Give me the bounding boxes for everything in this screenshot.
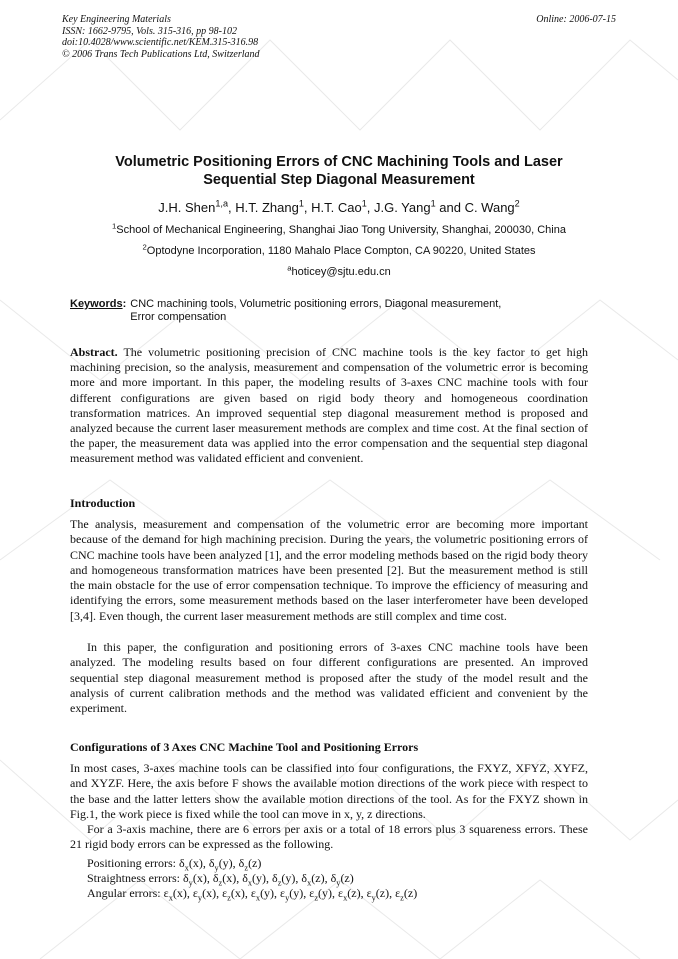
author-cao-affil: 1	[361, 198, 367, 209]
introduction-paragraph-2: In this paper, the configuration and positioning errors of 3-axes CNC machine tools have been analyzed. The modeling results based on four different configurations are presented. An improved sequential step diagonal measurement method is proposed after the study of the model result and the analysis of current calibration methods and the method was validated efficient and convenient by the experiment.	[70, 640, 588, 716]
affiliation-1-mark: 1	[112, 221, 117, 231]
abstract-text: The volumetric positioning precision of CNC machine tools is the key factor to get high machining precision, so the analysis, measurement and compensation of the volumetric error is becoming more and more important. In this paper, the modeling results of 3-axes CNC machine tools with four different configurations are given based on rigid body theory and homogeneous coordination transformation matrices. An improved sequential step diagonal measurement method is proposed and analyzed because the current laser measurement methods are complex and time cost. At the final section of the paper, the measurement data was applied into the error compensation and the sequential step diagonal measurement method was validated efficient and convenient.	[70, 345, 588, 466]
author-shen-affil: 1,a	[215, 198, 229, 209]
title-line-2: Sequential Step Diagonal Measurement	[203, 172, 475, 188]
author-wang: and C. Wang	[435, 200, 515, 215]
angular-errors-line: Angular errors: $\varepsilon_x(x)$, $\varepsilon_y(x)$, $\varepsilon_z(x)$, $\varepsilon_x(y)$, $\varepsilon_y(y)$, $\varepsilon_z(y)$, $\varepsilon_x(z)$, $\varepsilon_y(z)$, $\varepsilon_z(z)$	[87, 886, 418, 903]
affiliation-1	[60, 221, 618, 237]
online-date: Online: 2006-07-15	[536, 14, 616, 25]
affiliation-2	[60, 242, 618, 258]
email-mark: a	[287, 263, 292, 273]
configurations-heading: Configurations of 3 Axes CNC Machine Tool and Positioning Errors	[70, 740, 419, 754]
keywords-label: Keywords	[70, 298, 123, 310]
affiliation-2-mark: 2	[142, 242, 147, 252]
issn-line: ISSN: 1662-9795, Vols. 315-316, pp 98-102	[62, 25, 237, 37]
title-line-1: Volumetric Positioning Errors of CNC Machining Tools and Laser	[115, 154, 563, 170]
positioning-errors-label: Positioning errors:	[87, 856, 179, 870]
introduction-paragraph-1: The analysis, measurement and compensation of the volumetric error are becoming more important because of the demand for high machining precision. During the years, the volumetric positioning errors of CNC machine tools have been analyzed [1], and the error modeling methods based on the rigid body theory and homogeneous transformation matrices have been presented [2]. But the measurement method is still the main obstacle for the use of error compensation technique. To improve the efficiency of measuring and identifying the errors, some measurement methods based on the laser interferometer have been developed [3,4]. Even though, the current laser measurement methods are still complex and time cost.	[70, 517, 588, 623]
author-list	[60, 200, 618, 216]
angular-errors-label: Angular errors:	[87, 886, 164, 900]
configurations-paragraph-2: For a 3-axis machine, there are 6 errors per axis or a total of 18 errors plus 3 squareness errors. These 21 rigid body errors can be expressed as the following.	[70, 822, 588, 852]
abstract	[70, 345, 588, 467]
keywords-line-2: Error compensation	[130, 311, 227, 323]
paper-title	[60, 153, 618, 189]
affiliation-2-text: Optodyne Incorporation, 1180 Mahalo Place Compton, CA 90220, United States	[146, 245, 536, 257]
positioning-errors-line: Positioning errors: $\delta_x(x)$, $\delta_y(y)$, $\delta_z(z)$	[87, 856, 262, 873]
abstract-label: Abstract.	[70, 345, 118, 359]
author-shen: J.H. Shen	[158, 200, 216, 215]
contact-email	[60, 263, 618, 279]
keywords-text	[130, 298, 540, 324]
copyright-line: © 2006 Trans Tech Publications Ltd, Switzerland	[62, 48, 260, 60]
keywords-block	[70, 298, 540, 324]
straightness-errors-label: Straightness errors:	[87, 871, 183, 885]
configurations-paragraph-1: In most cases, 3-axes machine tools can be classified into four configurations, the FXYZ, XFYZ, XYFZ, and XYZF. Here, the axis before F shows the available motion directions of the work piece with respect to the base and the latter letters show the available motion directions of the tool. As for the FXYZ shown in Fig.1, the work piece is fixed while the tool can move in x, y, z directions.	[70, 761, 588, 821]
author-zhang: , H.T. Zhang	[228, 200, 299, 215]
author-yang: , J.G. Yang	[366, 200, 431, 215]
affiliation-1-text: School of Mechanical Engineering, Shanghai Jiao Tong University, Shanghai, 200030, China	[116, 224, 566, 236]
author-wang-affil: 2	[514, 198, 520, 209]
journal-header	[62, 14, 260, 60]
doi-line: doi:10.4028/www.scientific.net/KEM.315-316.98	[62, 37, 259, 48]
introduction-heading: Introduction	[70, 496, 136, 510]
author-zhang-affil: 1	[298, 198, 304, 209]
keywords-colon: :	[122, 298, 127, 310]
author-cao: , H.T. Cao	[303, 200, 362, 215]
email-address: hoticey@sjtu.edu.cn	[291, 266, 391, 278]
author-yang-affil: 1	[430, 198, 436, 209]
straightness-errors-line: Straightness errors: $\delta_y(x)$, $\delta_z(x)$, $\delta_x(y)$, $\delta_z(y)$, $\delta_x(z)$, $\delta_y(z)$	[87, 871, 354, 888]
journal-name: Key Engineering Materials	[62, 14, 171, 25]
keywords-line-1: CNC machining tools, Volumetric positioning errors, Diagonal measurement,	[130, 298, 502, 310]
